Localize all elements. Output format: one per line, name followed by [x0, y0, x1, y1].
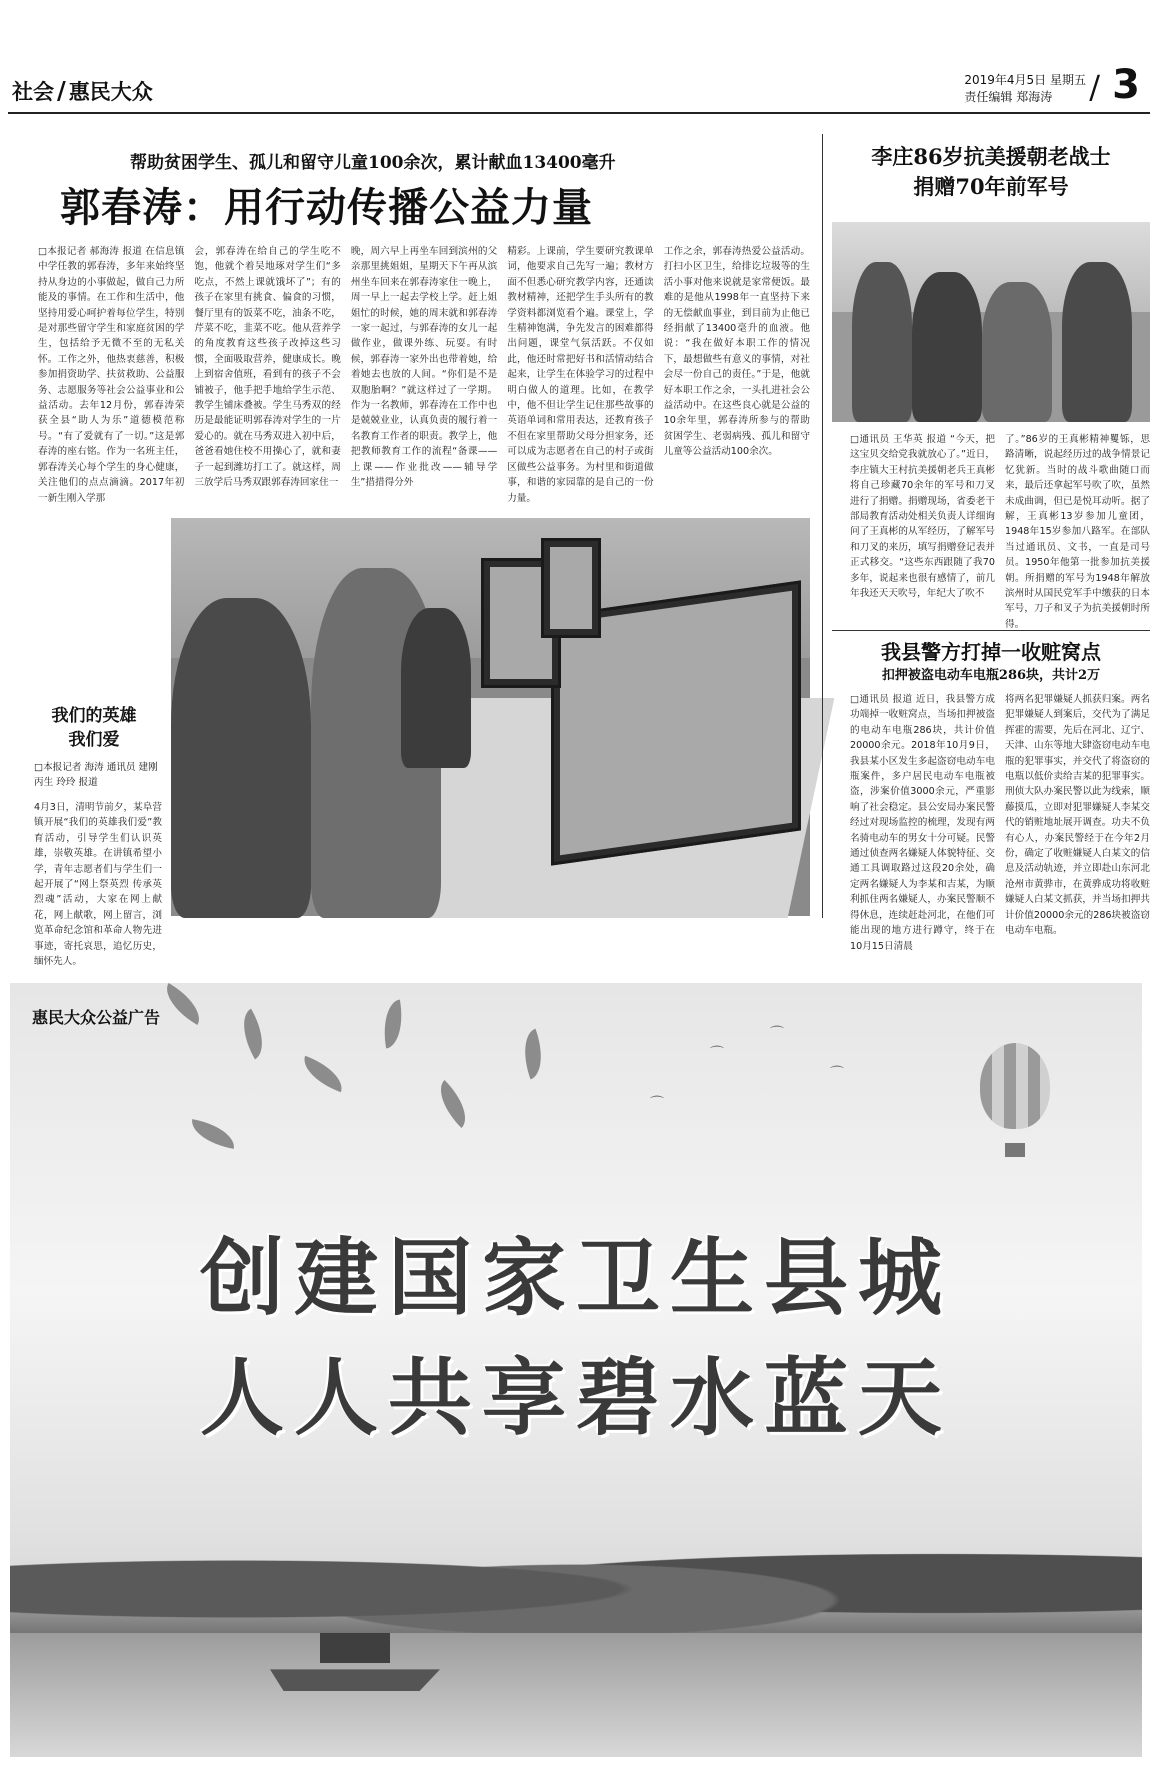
bird-icon: ⌒	[830, 1066, 844, 1082]
issue-date: 2019年4月5日 星期五	[964, 73, 1086, 87]
photo-monitor	[541, 538, 601, 638]
section-divider: /	[57, 76, 66, 105]
lead-column: 工作之余，郭春涛热爱公益活动。打扫小区卫生，给排讫垃圾等的生活小事对他来说就是家常便饭。最难的是他从1998年一直坚持下来的无偿献血事业，到目前为止他已经捐献了13400毫升的血液。他说：“我在做好本职工作的情况下，最想做些有意义的事情，对社会尽一份自己的责任。”于是，他就好本职工作之余，一头扎进社会公益活动中。在这些良心就是公益的10余年里，郭春涛所参与的帮助贫困学生、老弱病残、孤儿和留守儿童等公益活动100余次。	[663, 246, 811, 458]
bird-icon: ⌒	[770, 1026, 784, 1042]
hero-article-body: 4月3日，清明节前夕，某阜营镇开展“我们的英雄我们爱”教育活动，引导学生们认识英雄，崇敬英雄。在讲镇希望小学，青年志愿者们与学生们一起开展了“网上祭英烈 传承英烈魂”活动，大家在网上献花，网上献歌，网上留言，浏览革命纪念馆和革命人物先进事迹，寄托哀思，追忆历史，缅怀先人。	[34, 802, 162, 968]
section-rule	[832, 630, 1150, 631]
hero-headline	[24, 704, 164, 752]
treeline	[10, 1523, 1142, 1633]
police-column: 将两名犯罪嫌疑人抓获归案。两名犯罪嫌疑人到案后，交代为了满足挥霍的需要，先后在河北、辽宁、天津、山东等地大肆盗窃电动车电瓶的犯罪事实，并交代了将盗窃的电瓶以低价卖给吉某的犯罪事实。刑侦大队办案民警以此为线索，顺藤摸瓜，立即对犯罪嫌疑人李某交代的销赃地址展开调查。功夫不负有心人，办案民警经于在今年2月份，确定了收赃嫌疑人白某文的信息及活动轨迹，并立即赴山东河北沧州市黄骅市，在黄骅成功将收赃嫌疑人白某文抓获，并当场扣押共计价值20000余元的286块被盗窃电动车电瓶。	[1005, 694, 1150, 937]
police-column: □通讯员 报道 近日，我县警方成功端掉一收赃窝点，当场扣押被盗的电动车电瓶286块，共计价值20000余元。2018年10月9日，我县某小区发生多起盗窃电动车电瓶案件，多户居民电动车电瓶被盗，涉案价值3000余元，严重影响了社会稳定。县公安局办案民警经过对现场监控的梳理，发现有两名骑电动车的男女十分可疑。民警通过侦查两名嫌疑人体貌特征、交通工具调取路过这段20余处，确定两名嫌疑人为李某和吉某，为顺利抓住两名嫌疑人，办案民警顺不得休息，连续赶赴河北，在他们可能出现的地方进行蹲守，终于在10月15日清晨	[850, 694, 995, 952]
column-rule	[822, 134, 823, 918]
side-article-body	[850, 432, 1150, 630]
lead-column: 晚，周六早上再坐车回到滨州的父亲那里挑姐姐，星期天下午再从滨州坐车回来在郭春涛家住一晚上，周一早上一起去学校上学。赶上姐姐忙的时候，她的周末就和郭春涛一家一起过，与郭春涛的女儿一起做作业，做课外练、玩耍。有时候，郭春涛一家外出也带着她，给着她去也放的人间。“你们是不是双胞胎啊？”就这样过了一学期。作为一名教师，郭春涛在工作中也是兢兢业业，认真负责的履行着一名教育工作者的职责。教学上，他把教师教育工作的流程“备课——上课——作业批改——辅导学生”措措得分外	[350, 246, 498, 489]
hot-air-balloon-icon	[980, 1043, 1050, 1129]
photo-person	[852, 262, 912, 422]
photo-person	[1062, 262, 1132, 422]
page-divider: /	[1089, 68, 1100, 106]
photo-veteran	[982, 282, 1052, 422]
leaf-decoration	[378, 999, 408, 1048]
section-name: 社会	[12, 79, 54, 104]
page-number: 3	[1112, 62, 1140, 108]
leaf-decoration	[158, 983, 209, 1025]
side-headline-line: 李庄86岁抗美援朝老战士	[871, 144, 1111, 169]
side-column: 了。”86岁的王真彬精神矍铄，思路清晰，说起经历过的战争情景记忆犹新。当时的战斗歌曲随口而来，最后还拿起军号吹了吹，虽然未成曲调，但已是悦耳动听。据了解，王真彬13岁参加儿童团，1948年15岁参加八路军。在部队当过通讯员、文书，一直是司号员。1950年他第一批参加抗美援朝。所捐赠的军号为1948年解放滨州时从国民党军手中缴获的日本军号，刀子和叉子为抗美援朝时所得。	[1005, 434, 1150, 630]
side-column: □通讯员 王华英 报道 “今天，把这宝贝交给党我就放心了。”近日，李庄镇大王村抗美援朝老兵王真彬将自己珍藏70余年的军号和刀叉进行了捐赠。捐赠现场，省委老干部局教育活动处相关负责人详细询问了王真彬的从军经历，了解军号和刀叉的来历，填写捐赠登记表并正式移交。“这些东西跟随了我70多年，说起来也很有感情了，前几年我还天天吹号，年纪大了吹不	[850, 434, 995, 600]
lead-kicker: 帮助贫困学生、孤儿和留守儿童100余次，累计献血13400毫升	[130, 153, 616, 173]
balloon-basket-icon	[1005, 1143, 1025, 1157]
boat-cabin	[320, 1633, 390, 1663]
hero-byline: □本报记者 海涛 通讯员 建刚 丙生 玲玲 报道	[34, 762, 158, 788]
ad-tag: 惠民大众公益广告	[32, 1008, 161, 1027]
leaf-decoration	[232, 1009, 274, 1060]
photo-person	[912, 272, 982, 422]
leaf-decoration	[515, 1029, 551, 1080]
leaf-decoration	[188, 1119, 237, 1149]
lead-column: 会，郭春涛在给自己的学生吃不饱，他就个着吴地琢对学生们“多吃点，不然上课就饿坏了”；有的孩子在家里有挑食、偏食的习惯，餐厅里有的饭菜不吃，油条不吃，芹菜不吃，韭菜不吃。他从营养学的角度教育这些孩子改掉这些习惯，全面吸取营养，健康成长。晚上到宿舍值班，看到有的孩子不会铺被子，他手把手地给学生示范、教学生铺床叠被。学生马秀双的经历是最能证明郭春涛对学生的一片爱心的。就在马秀双进入初中后，爸爸看她住校不用操心了，就和妻子一起到潍坊打工了。就这样，周三放学后马秀双跟郭春涛回家住一	[194, 246, 341, 489]
lead-headline: 郭春涛：用行动传播公益力量	[60, 185, 593, 231]
page-header	[8, 62, 1150, 114]
photo-student	[401, 608, 471, 768]
column-name: 惠民大众	[68, 79, 153, 104]
leaf-decoration	[429, 1080, 477, 1128]
public-service-ad	[10, 983, 1142, 1757]
leaf-decoration	[298, 1056, 349, 1092]
hero-headline-line: 我们爱	[68, 730, 120, 750]
bird-icon: ⌒	[710, 1046, 724, 1062]
police-subheadline: 扣押被盗电动车电瓶286块，共计2万	[881, 668, 1101, 683]
lead-column: 精彩。上课前，学生要研究教课单词，他要求自己先写一遍；教材方面不但悉心研究教学内容，还通读教材精神，还把学生手头所有的教学资料都浏览看个遍。课堂上，学生精神饱满，争先发言的困难都得出问题，课堂气氛活跃。不仅如此，他还时常把好书和活情动结合起来，让学生在体验学习的过程中明白做人的道理。比如，在教学中，他不但让学生记住那些故事的英语单词和常用表达，还教育孩子不但在家里帮助父母分担家务，还可以成为志愿者在自己的村子或街区做些公益事务。为村里和街道做事，和谐的家园靠的是自己的一份力量。	[507, 246, 654, 504]
ad-slogan-line: 创建国家卫生县城	[199, 1229, 952, 1327]
police-headline: 我县警方打掉一收赃窝点	[881, 640, 1101, 664]
classroom-photo	[171, 518, 810, 916]
hero-headline-line: 我们的英雄	[51, 706, 137, 726]
photo-student	[171, 598, 311, 918]
section-label	[12, 76, 153, 106]
editor-credit: 责任编辑 郑海涛	[964, 90, 1053, 104]
side-headline	[832, 142, 1150, 202]
lake-water	[10, 1633, 1142, 1757]
issue-meta	[964, 72, 1086, 106]
police-article-body	[850, 692, 1150, 952]
ad-slogan-line: 人人共享碧水蓝天	[199, 1349, 952, 1447]
veteran-photo	[832, 222, 1150, 422]
lead-article-body	[38, 244, 810, 512]
bird-icon: ⌒	[650, 1096, 664, 1112]
side-headline-line: 捐赠70年前军号	[913, 174, 1069, 199]
lead-column: □本报记者 郝海涛 报道 在信息镇中学任教的郭春涛，多年来始终坚持从身边的小事做起，做自己力所能及的事情。在工作和生活中，他坚持用爱心呵护着每位学生，特别是对那些留守学生和家庭贫困的学生，包括给予无微不至的无私关怀。工作之外，他热衷慈善，积极参加捐资助学、扶贫救助、公益服务、志愿服务等社会公益事业和公益活动。去年12月份，郭春涛荣获全县“助人为乐”道德模范称号。“有了爱就有了一切。”这是郭春涛的座右铭。作为一名班主任，郭春涛关心每个学生的身心健康，关注他们的点点滴滴。2017年初一新生刚入学那	[38, 246, 185, 504]
